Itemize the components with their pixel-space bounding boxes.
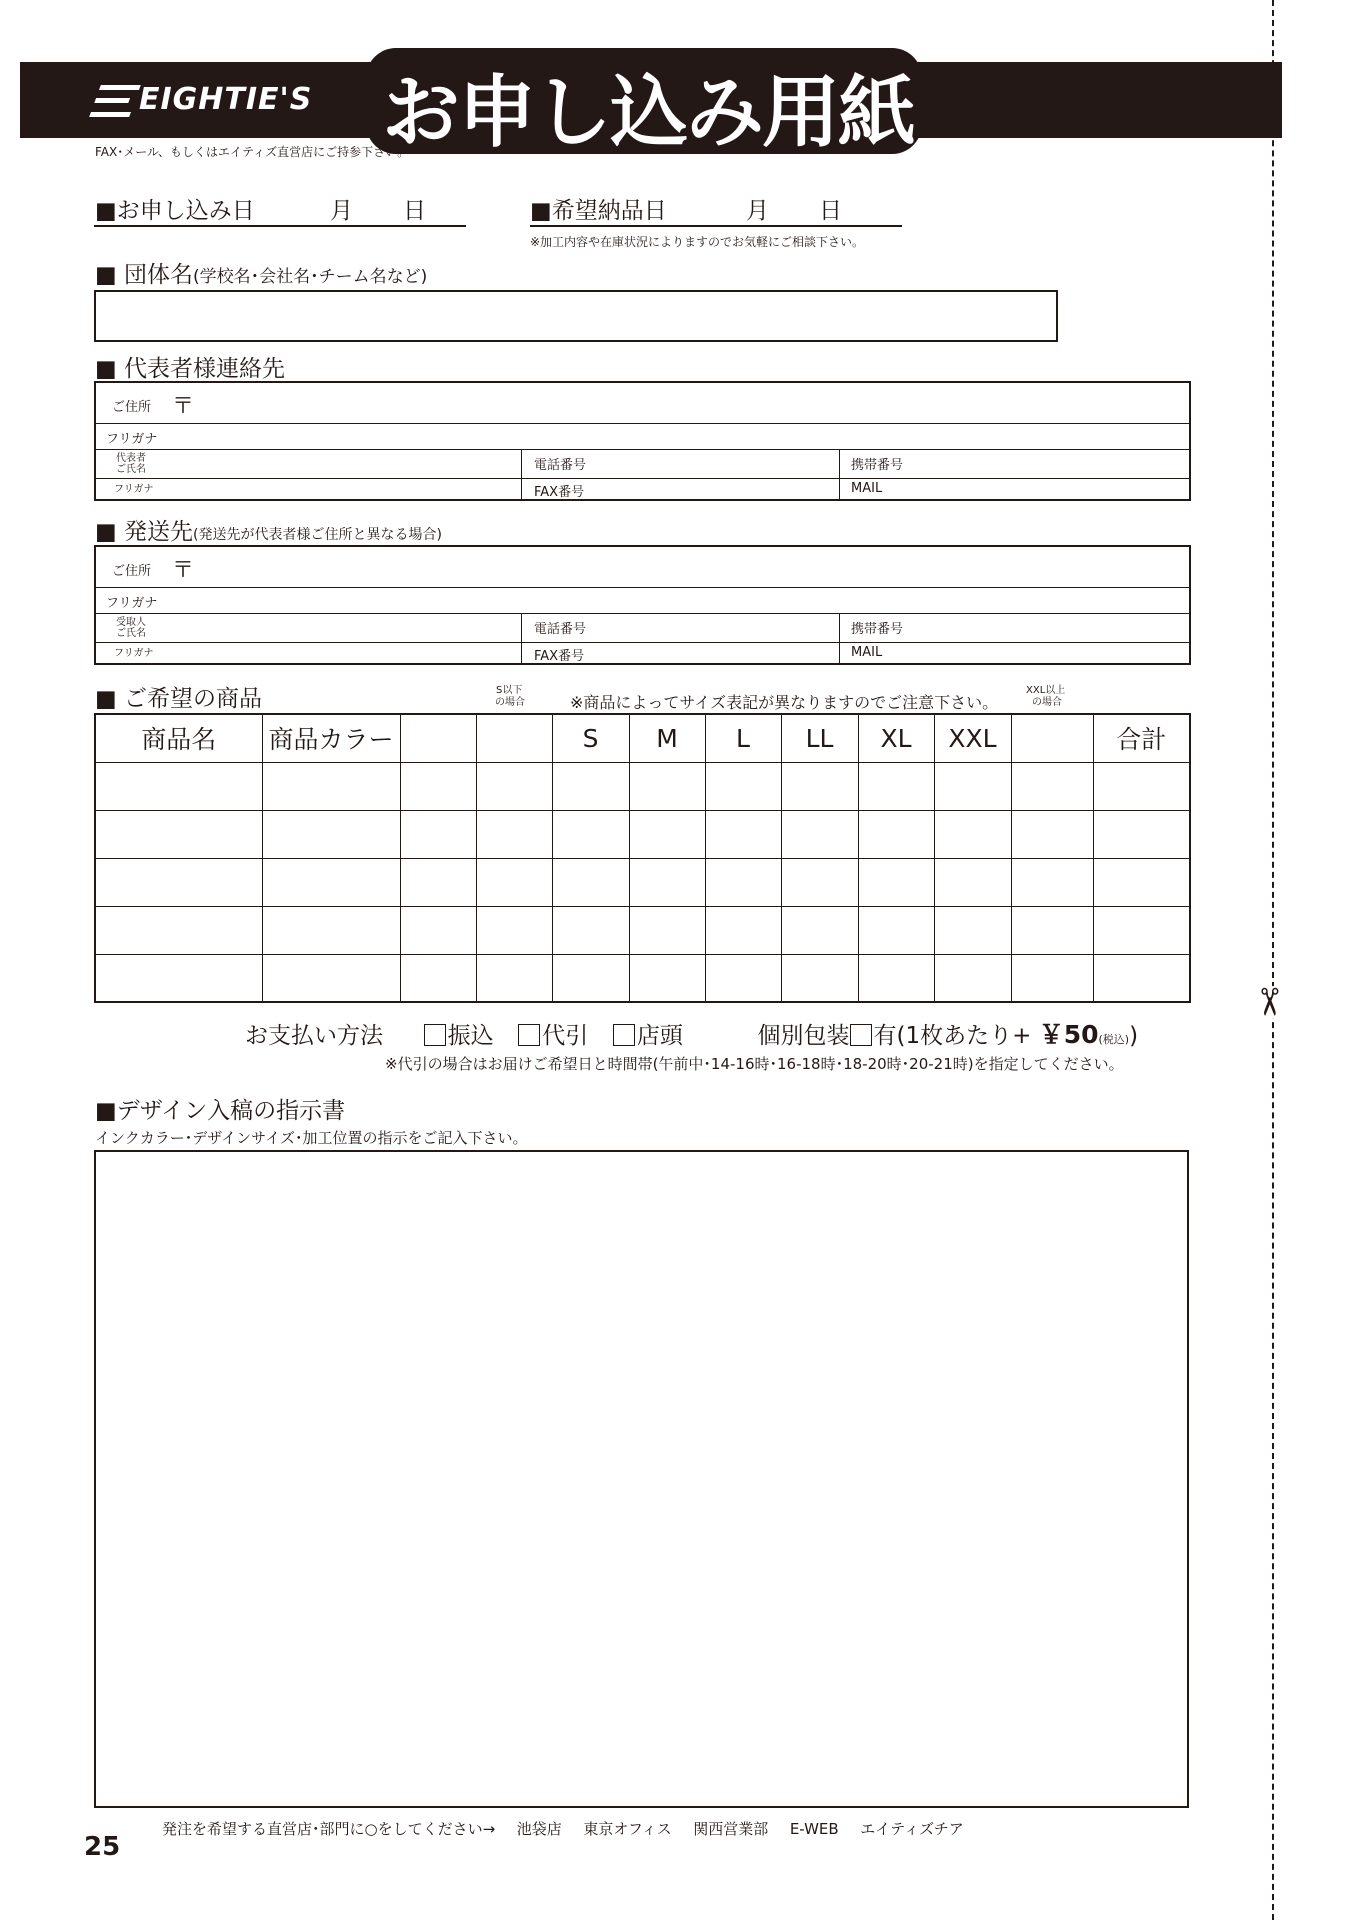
table-cell[interactable] <box>858 762 934 810</box>
wrap-price: ￥50 <box>1038 1020 1099 1049</box>
store-selection <box>162 1818 964 1839</box>
table-cell[interactable] <box>705 810 781 858</box>
wrap-option: 有(1枚あたり+ <box>873 1023 1032 1049</box>
table-row <box>95 762 1190 810</box>
contact-name-field[interactable] <box>156 451 516 476</box>
contact-name-label-1: 代表者 <box>116 453 146 464</box>
payment-store-label: 店頭 <box>636 1023 683 1049</box>
design-instruction-area[interactable] <box>94 1150 1189 1808</box>
products-note: ※商品によってサイズ表記が異なりますのでご注意下さい。 <box>570 693 999 712</box>
payment-row <box>245 1015 1138 1051</box>
col-size-s: S <box>552 714 629 762</box>
shipping-mail-field[interactable] <box>896 644 1184 663</box>
table-cell[interactable] <box>400 858 476 906</box>
payment-label: お支払い方法 <box>245 1023 383 1049</box>
contact-postal-mark: 〒 <box>172 394 195 419</box>
contact-heading: ■ 代表者様連絡先 <box>95 356 286 382</box>
table-cell[interactable] <box>552 954 629 1002</box>
payment-transfer-label: 振込 <box>447 1023 494 1049</box>
shipping-heading <box>95 513 442 546</box>
header-subtitle: FAX･メール、もしくはエイティズ直営店にご持参下さい。 <box>95 145 410 159</box>
table-row <box>95 906 1190 954</box>
shipping-furigana-label: フリガナ <box>106 596 158 611</box>
table-cell[interactable] <box>1011 810 1093 858</box>
delivery-day-label: 日 <box>819 198 842 224</box>
table-cell[interactable] <box>476 906 552 954</box>
s-below-label-1: S以下 <box>496 685 523 696</box>
table-cell[interactable] <box>262 810 400 858</box>
contact-mail-label: MAIL <box>851 481 883 496</box>
table-cell[interactable] <box>781 906 858 954</box>
dates-note: ※加工内容や在庫状況によりますのでお気軽にご相談下さい。 <box>530 235 865 249</box>
table-cell[interactable] <box>705 762 781 810</box>
products-heading: ■ ご希望の商品 <box>95 686 263 712</box>
shipping-tel-label: 電話番号 <box>534 622 587 637</box>
table-cell[interactable] <box>552 906 629 954</box>
table-cell[interactable] <box>858 810 934 858</box>
shipping-mobile-label: 携帯番号 <box>851 622 904 637</box>
table-cell[interactable] <box>476 762 552 810</box>
contact-fax-label: FAX番号 <box>534 485 585 500</box>
cut-line <box>1272 0 1274 1920</box>
table-cell[interactable] <box>1011 858 1093 906</box>
group-heading <box>95 256 427 289</box>
contact-address-label: ご住所 <box>112 400 152 415</box>
table-cell[interactable] <box>95 954 262 1002</box>
contact-fax-field[interactable] <box>596 480 834 499</box>
shipping-address-field[interactable] <box>192 551 1182 585</box>
table-cell[interactable] <box>934 906 1011 954</box>
table-cell[interactable] <box>934 762 1011 810</box>
s-below-label-2: の場合 <box>495 697 525 708</box>
table-cell[interactable] <box>934 954 1011 1002</box>
col-size-l: L <box>705 714 781 762</box>
table-cell[interactable] <box>629 906 705 954</box>
page-title: お申し込み用紙 <box>382 68 915 158</box>
table-cell[interactable] <box>95 762 262 810</box>
table-cell[interactable] <box>1011 906 1093 954</box>
table-cell[interactable] <box>705 954 781 1002</box>
table-cell[interactable] <box>858 858 934 906</box>
contact-furigana-label: フリガナ <box>106 432 158 447</box>
contact-tel-field[interactable] <box>596 451 834 476</box>
table-cell[interactable] <box>1093 810 1190 858</box>
table-cell[interactable] <box>629 954 705 1002</box>
shipping-name-label-1: 受取人 <box>116 617 146 628</box>
wrap-checkbox[interactable] <box>850 1024 872 1046</box>
brand-logo <box>95 82 312 117</box>
table-cell[interactable] <box>629 762 705 810</box>
page-number: 25 <box>84 1832 121 1862</box>
wrap-tax: (税込) <box>1098 1033 1130 1046</box>
delivery-month-label: 月 <box>746 198 769 224</box>
table-cell[interactable] <box>934 858 1011 906</box>
col-size-m: M <box>629 714 705 762</box>
table-cell[interactable] <box>262 858 400 906</box>
logo-text: EIGHTIE'S <box>139 82 313 117</box>
col-size-xxl: XXL <box>934 714 1011 762</box>
col-size-xl: XL <box>858 714 934 762</box>
table-cell[interactable] <box>1093 762 1190 810</box>
design-heading: ■デザイン入稿の指示書 <box>95 1098 346 1124</box>
col-total: 合計 <box>1093 714 1190 762</box>
shipping-fax-field[interactable] <box>596 644 834 663</box>
scissors-icon: ✂ <box>1246 986 1291 1018</box>
apply-day-label: 日 <box>403 198 426 224</box>
store-cheer[interactable]: エイティズチア <box>860 1820 964 1838</box>
group-hint: (学校名･会社名･チーム名など) <box>193 267 428 287</box>
shipping-name-field[interactable] <box>156 615 516 640</box>
table-cell[interactable] <box>400 810 476 858</box>
table-cell[interactable] <box>400 954 476 1002</box>
payment-cod-label: 代引 <box>542 1023 589 1049</box>
contact-mobile-label: 携帯番号 <box>851 458 904 473</box>
apply-month-label: 月 <box>330 198 353 224</box>
xxl-above-label-2: の場合 <box>1032 697 1062 708</box>
shipping-mobile-field[interactable] <box>916 615 1184 640</box>
table-cell[interactable] <box>400 762 476 810</box>
table-row <box>95 810 1190 858</box>
table-row <box>95 954 1190 1002</box>
table-cell[interactable] <box>705 858 781 906</box>
delivery-date-label: ■希望納品日 <box>530 198 667 224</box>
table-cell[interactable] <box>476 858 552 906</box>
table-cell[interactable] <box>476 810 552 858</box>
table-cell[interactable] <box>1011 762 1093 810</box>
table-cell[interactable] <box>781 954 858 1002</box>
table-cell[interactable] <box>629 858 705 906</box>
payment-transfer-checkbox[interactable] <box>424 1024 446 1046</box>
logo-mark-icon <box>89 85 141 117</box>
col-size-extra-large <box>1011 714 1093 762</box>
contact-mail-field[interactable] <box>896 480 1184 499</box>
table-cell[interactable] <box>262 906 400 954</box>
table-cell[interactable] <box>262 762 400 810</box>
design-hint: インクカラー･デザインサイズ･加工位置の指示をご記入下さい。 <box>95 1129 528 1147</box>
table-cell[interactable] <box>95 858 262 906</box>
shipping-name-furigana-label: フリガナ <box>114 648 154 659</box>
xxl-above-label-1: XXL以上 <box>1026 685 1066 696</box>
shipping-mail-label: MAIL <box>851 645 883 660</box>
contact-name-label-2: ご氏名 <box>116 464 146 475</box>
table-cell[interactable] <box>629 810 705 858</box>
payment-store-checkbox[interactable] <box>613 1024 635 1046</box>
table-cell[interactable] <box>1011 954 1093 1002</box>
shipping-postal-mark: 〒 <box>172 558 195 583</box>
shipping-tel-field[interactable] <box>596 615 834 640</box>
table-row <box>95 858 1190 906</box>
contact-tel-label: 電話番号 <box>534 458 587 473</box>
table-cell[interactable] <box>552 858 629 906</box>
col-product-name: 商品名 <box>95 714 262 762</box>
col-size-ll: LL <box>781 714 858 762</box>
store-kansai[interactable]: 関西営業部 <box>693 1820 769 1838</box>
store-tokyo-office[interactable]: 東京オフィス <box>583 1820 672 1838</box>
shipping-address-label: ご住所 <box>112 564 152 579</box>
apply-date-underline[interactable] <box>94 225 466 227</box>
table-cell[interactable] <box>705 906 781 954</box>
contact-mobile-field[interactable] <box>916 451 1184 476</box>
products-table <box>94 713 1191 1003</box>
products-header-row <box>95 714 1190 762</box>
col-size-extra-small-1 <box>400 714 476 762</box>
table-cell[interactable] <box>934 810 1011 858</box>
shipping-name-label-2: ご氏名 <box>116 628 146 639</box>
delivery-date-underline[interactable] <box>530 225 902 227</box>
contact-address-field[interactable] <box>192 387 1182 421</box>
table-cell[interactable] <box>781 858 858 906</box>
table-cell[interactable] <box>1093 954 1190 1002</box>
group-label: ■ 団体名 <box>95 262 194 288</box>
col-size-extra-small-2 <box>476 714 552 762</box>
col-product-color: 商品カラー <box>262 714 400 762</box>
table-cell[interactable] <box>95 810 262 858</box>
table-cell[interactable] <box>476 954 552 1002</box>
shipping-box <box>94 545 1191 665</box>
table-cell[interactable] <box>858 906 934 954</box>
payment-note: ※代引の場合はお届けご希望日と時間帯(午前中･14-16時･16-18時･18-20時･20-21時)を指定してください。 <box>385 1055 1124 1073</box>
shipping-furigana-field[interactable] <box>176 589 1181 611</box>
store-prompt: 発注を希望する直営店･部門に○をしてください→ <box>162 1820 496 1838</box>
table-cell[interactable] <box>781 810 858 858</box>
payment-cod-checkbox[interactable] <box>518 1024 540 1046</box>
shipping-label: ■ 発送先 <box>95 519 194 545</box>
contact-furigana-field[interactable] <box>176 425 1181 447</box>
table-cell[interactable] <box>400 906 476 954</box>
table-cell[interactable] <box>1093 906 1190 954</box>
store-ikebukuro[interactable]: 池袋店 <box>516 1820 562 1838</box>
store-eweb[interactable]: E-WEB <box>789 1820 839 1838</box>
table-cell[interactable] <box>262 954 400 1002</box>
contact-name-furigana-label: フリガナ <box>114 484 154 495</box>
shipping-hint: (発送先が代表者様ご住所と異なる場合) <box>193 527 442 543</box>
table-cell[interactable] <box>552 810 629 858</box>
group-name-field[interactable] <box>94 290 1058 342</box>
shipping-fax-label: FAX番号 <box>534 649 585 664</box>
apply-date-label: ■お申し込み日 <box>95 198 255 224</box>
wrap-close: ) <box>1129 1023 1139 1049</box>
table-cell[interactable] <box>552 762 629 810</box>
table-cell[interactable] <box>1093 858 1190 906</box>
table-cell[interactable] <box>858 954 934 1002</box>
contact-box <box>94 381 1191 501</box>
table-cell[interactable] <box>95 906 262 954</box>
wrap-label: 個別包装 <box>757 1023 850 1049</box>
table-cell[interactable] <box>781 762 858 810</box>
